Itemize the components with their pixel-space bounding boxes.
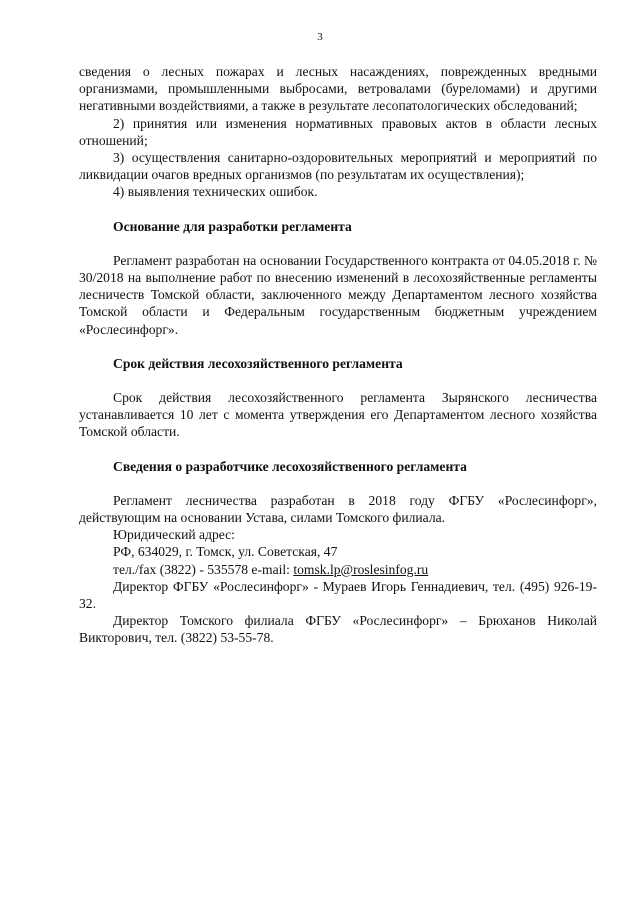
- address-line: РФ, 634029, г. Томск, ул. Советская, 47: [113, 544, 338, 560]
- basis-heading: Основание для разработки регламента: [113, 218, 352, 234]
- term-heading: Срок действия лесохозяйственного регламента: [113, 355, 403, 371]
- list-item-2: 2) принятия или изменения нормативных правовых актов в области лесных отношений;: [79, 115, 597, 148]
- page-number: 3: [317, 31, 323, 43]
- list-item-4: 4) выявления технических ошибок.: [113, 184, 318, 200]
- term-text: Срок действия лесохозяйственного регламента Зырянского лесничества устанавливается 10 лет с момента утверждения его Департаментом лесного хозяйства Томской области.: [79, 390, 597, 440]
- basis-text: Регламент разработан на основании Государственного контракта от 04.05.2018 г. № 30/2018 на выполнение работ по внесению изменений в лесохозяйственные регламенты лесничеств Томской области, заключенного между Департаментом лесного хозяйства Томской области и Федеральным государственным бюджетным учреждением «Рослесинфорг».: [79, 252, 597, 337]
- phone-fax-text: тел./fax (3822) - 535578 e-mail:: [113, 561, 294, 577]
- developer-text: Регламент лесничества разработан в 2018 году ФГБУ «Рослесинфорг», действующим на основании Устава, силами Томского филиала.: [79, 492, 597, 526]
- developer-heading: Сведения о разработчике лесохозяйственного регламента: [113, 458, 467, 474]
- contact-line: [79, 561, 597, 578]
- address-label: Юридический адрес:: [113, 527, 235, 543]
- director-line: Директор ФГБУ «Рослесинфорг» - Мураев Игорь Геннадиевич, тел. (495) 926-19-32.: [79, 578, 597, 612]
- branch-director-line: Директор Томского филиала ФГБУ «Рослесинфорг» – Брюханов Николай Викторович, тел. (3822) 53-55-78.: [79, 613, 597, 646]
- list-continuation-text: сведения о лесных пожарах и лесных насаждениях, поврежденных вредными организмами, промышленными выбросами, ветровалами (буреломами) и другими негативными воздействиями, а также в результате лесопатологических обследований;: [79, 64, 597, 114]
- list-item-3: 3) осуществления санитарно-оздоровительных мероприятий и мероприятий по ликвидации очагов вредных организмов (по результатам их осуществления);: [79, 150, 597, 183]
- email-link[interactable]: tomsk.lp@roslesinfog.ru: [293, 561, 429, 577]
- page-content: [79, 63, 597, 647]
